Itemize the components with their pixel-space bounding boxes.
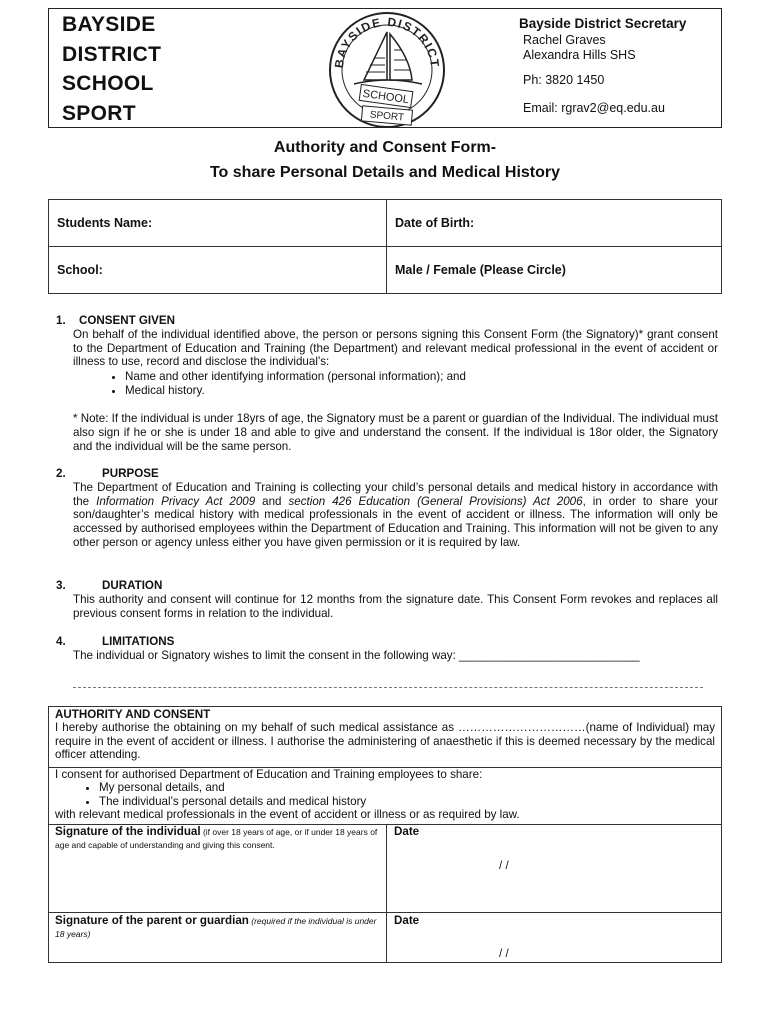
secretary-name: Rachel Graves bbox=[523, 32, 606, 47]
act-name: section 426 Education (General Provisions) Act 2006 bbox=[288, 494, 583, 508]
list-item: • Name and other identifying information (personal information); and bbox=[125, 370, 718, 384]
date-field-parent[interactable]: / / bbox=[499, 947, 509, 960]
sig-individual-note: (if over 18 years of age, or if under 18 years of age and capable of understanding and giving this consent. bbox=[55, 827, 378, 851]
section-heading: CONSENT GIVEN bbox=[79, 314, 175, 327]
students-name-field[interactable]: Students Name: bbox=[49, 200, 387, 247]
section-limitations bbox=[56, 635, 718, 663]
body-text: The Department of Education and Training is collecting your child’s personal details and medical history in accordance with the bbox=[73, 480, 718, 508]
share-consent-text bbox=[49, 768, 721, 822]
list-item: • The individual’s personal details and medical history bbox=[99, 795, 715, 808]
authority-text bbox=[49, 708, 721, 762]
org-line: SCHOOL bbox=[62, 72, 154, 95]
signature-parent-field[interactable] bbox=[49, 914, 385, 941]
section-heading: PURPOSE bbox=[102, 467, 159, 480]
organisation-name bbox=[62, 10, 161, 128]
consent-list bbox=[56, 370, 718, 398]
bayside-logo bbox=[326, 10, 448, 128]
logo-bottom-text: SPORT bbox=[369, 109, 405, 124]
section-duration bbox=[56, 579, 718, 620]
org-line: BAYSIDE bbox=[62, 13, 156, 36]
act-name: Information Privacy Act 2009 bbox=[96, 494, 256, 508]
secretary-contact bbox=[519, 16, 686, 117]
secretary-title: Bayside District Secretary bbox=[519, 16, 687, 31]
signature-individual-field[interactable] bbox=[49, 825, 385, 852]
student-details-table bbox=[48, 199, 722, 294]
limitations-input-line[interactable]: The individual or Signatory wishes to limit the consent in the following way: ____________________________ bbox=[73, 648, 640, 662]
org-line: DISTRICT bbox=[62, 42, 162, 66]
date-label: Date bbox=[394, 914, 420, 927]
logo-middle-text: SCHOOL bbox=[362, 87, 410, 107]
sig-parent-label: Signature of the parent or guardian bbox=[55, 914, 249, 927]
consent-note: * Note: If the individual is under 18yrs of age, the Signatory must be a parent or guardian of the Individual. The individual must also sign if he or she is under 18 and able to give and understand the consent. If the individual is 18or older, the Signatory and the individual will be the same person. bbox=[73, 412, 718, 453]
section-heading: LIMITATIONS bbox=[102, 635, 175, 648]
authority-consent-box bbox=[48, 706, 722, 963]
date-label: Date bbox=[394, 825, 420, 838]
section-consent bbox=[56, 314, 718, 398]
school-field[interactable]: School: bbox=[49, 247, 387, 294]
body-text: , in order to share your son/daughter’s medical history with medical professionals in the event of accident or illness. The information will only be accessed by authorised employees within the Department of Education and Training. This information will not be given to any other person or agency unless either you have given permission or it is required by law. bbox=[73, 494, 719, 549]
section-number: 1. bbox=[56, 314, 66, 327]
sig-parent-note: (required if the individual is under 18 years) bbox=[55, 916, 377, 940]
logo-top-text: BAYSIDE DISTRICT bbox=[331, 14, 443, 69]
section-body bbox=[56, 481, 718, 550]
sig-individual-label: Signature of the individual bbox=[55, 825, 201, 838]
share-outro: with relevant medical professionals in the event of accident or illness or as required by law. bbox=[55, 808, 520, 822]
form-title-line1: Authority and Consent Form- bbox=[273, 139, 497, 156]
authority-body: I hereby authorise the obtaining on my behalf of such medical assistance as ……………………………(name of Individual) may require in the event of accident or illness. I authorise the administering of anaesthetic if this is deemed necessary by the medical officer attending. bbox=[55, 721, 715, 762]
date-of-birth-field[interactable]: Date of Birth: bbox=[387, 200, 722, 247]
section-number: 3. bbox=[56, 579, 66, 592]
form-title-line2: To share Personal Details and Medical History bbox=[209, 164, 561, 181]
share-intro: I consent for authorised Department of Education and Training employees to share: bbox=[55, 768, 483, 781]
section-number: 4. bbox=[56, 635, 66, 648]
section-purpose bbox=[56, 467, 718, 550]
list-item: • My personal details, and bbox=[99, 781, 715, 794]
authority-heading: AUTHORITY AND CONSENT bbox=[55, 708, 211, 721]
date-field-individual[interactable]: / / bbox=[499, 859, 509, 872]
column-divider bbox=[386, 824, 387, 962]
section-body: This authority and consent will continue for 12 months from the signature date. This Consent Form revokes and replaces all previous consent forms in relation to the individual. bbox=[73, 592, 718, 620]
body-text: and bbox=[255, 494, 289, 508]
share-list bbox=[55, 781, 715, 808]
section-body: On behalf of the individual identified above, the person or persons signing this Consent Form (the Signatory)* grant consent to the Department of Education and Training (the Department) and relevant medical professional in the event of accident or illness to use, record and disclose the individual’s: bbox=[73, 327, 718, 369]
email: Email: rgrav2@eq.edu.au bbox=[523, 101, 665, 115]
phone: Ph: 3820 1450 bbox=[523, 72, 605, 87]
org-line: SPORT bbox=[62, 101, 136, 125]
list-item: • Medical history. bbox=[125, 384, 718, 398]
secretary-school: Alexandra Hills SHS bbox=[523, 48, 636, 62]
gender-field[interactable]: Male / Female (Please Circle) bbox=[387, 247, 722, 294]
section-number: 2. bbox=[56, 467, 66, 480]
section-heading: DURATION bbox=[102, 579, 163, 592]
divider bbox=[49, 912, 721, 913]
limitations-blank-line[interactable] bbox=[73, 681, 703, 688]
